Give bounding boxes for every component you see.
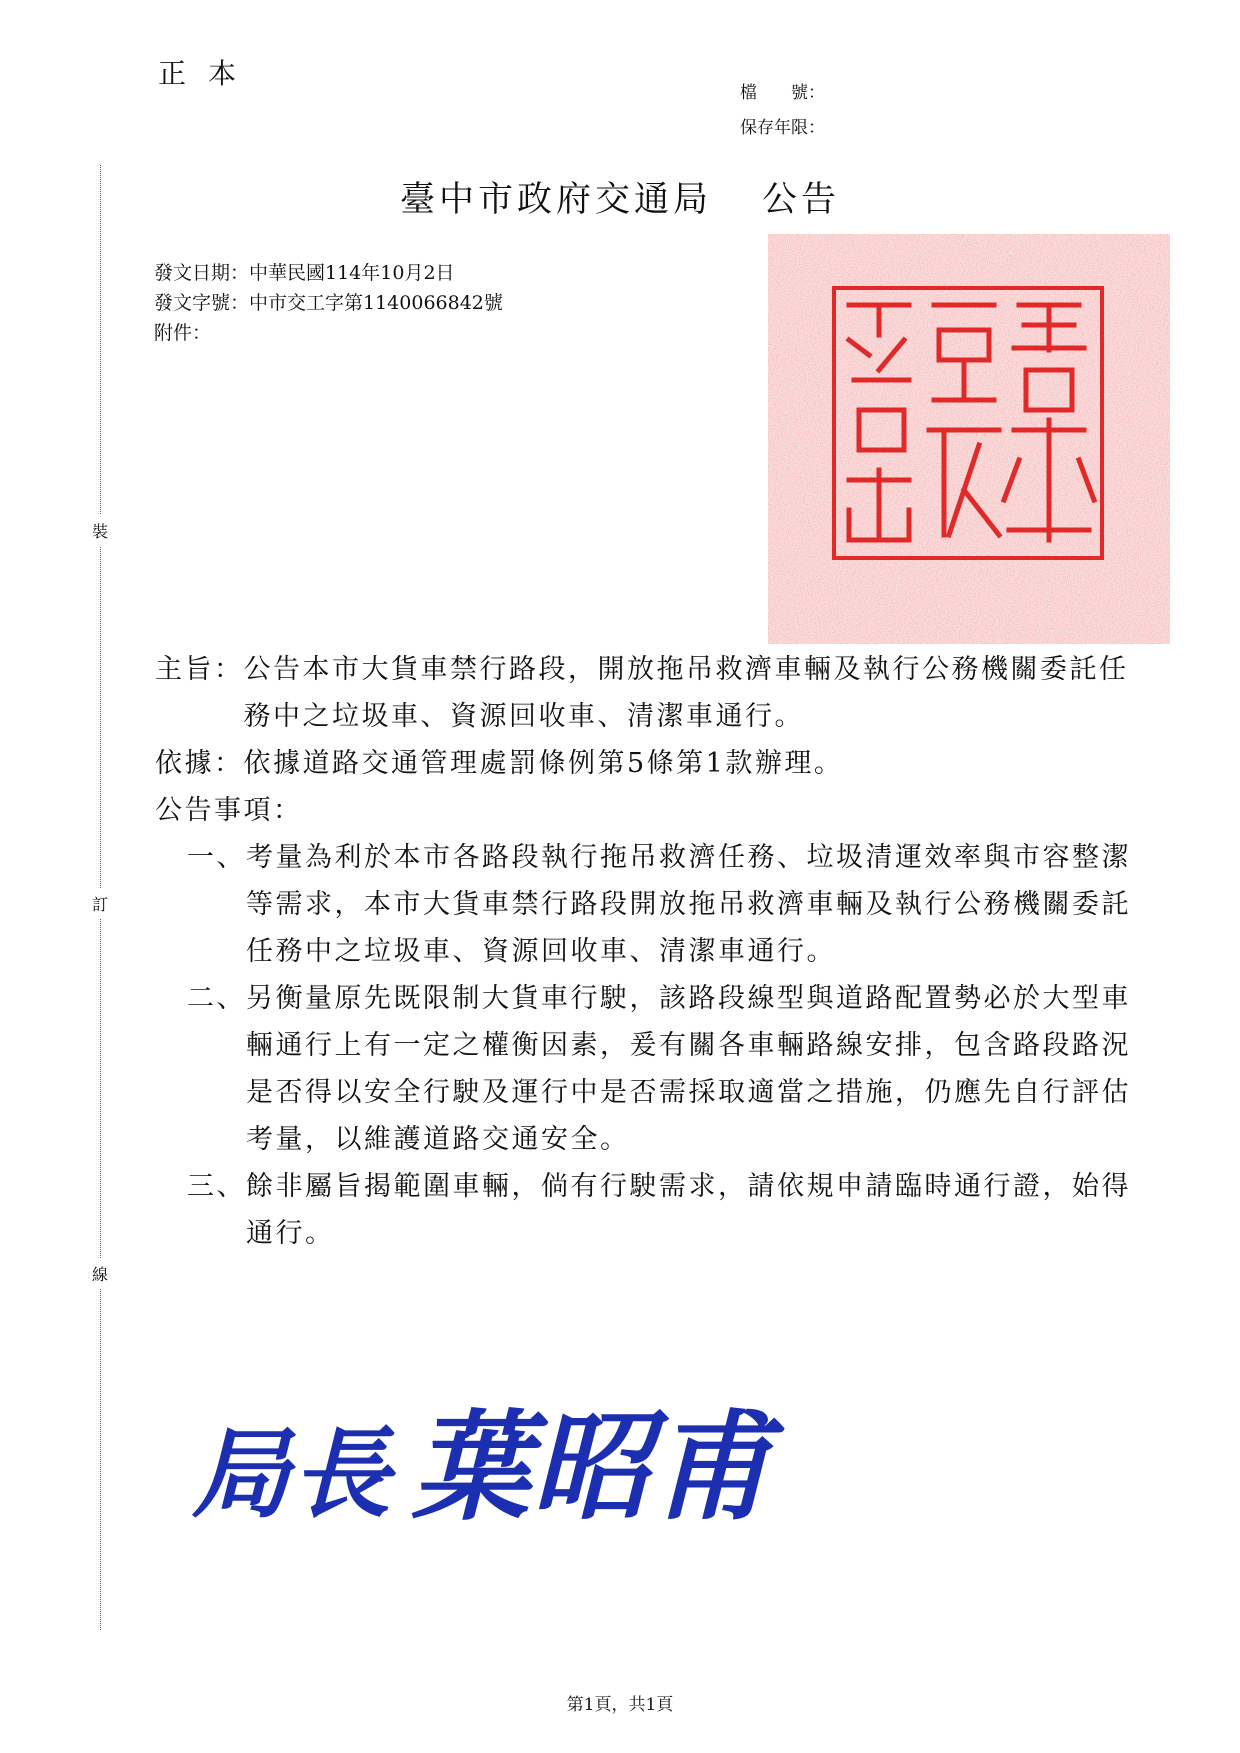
notice-label: 公告事項： xyxy=(155,795,303,826)
notice-item-number: 一、 xyxy=(187,842,246,873)
subject-label: 主旨： xyxy=(155,654,244,685)
subject-text: 公告本市大貨車禁行路段，開放拖吊救濟車輛及執行公務機關委託任務中之垃圾車、資源回收車、清潔車通行。 xyxy=(243,654,1129,732)
document-type: 公告 xyxy=(762,180,841,220)
signature-title: 局長 xyxy=(192,1418,393,1532)
retention-period-label: 保存年限： xyxy=(740,118,825,138)
issue-date: 發文日期：中華民國114年10月2日 xyxy=(154,262,455,284)
signature-name: 葉昭甫 xyxy=(412,1398,773,1536)
file-number-label: 檔 號： xyxy=(740,83,825,103)
binding-mark-ding: 訂 xyxy=(92,888,108,919)
subject-row xyxy=(155,646,1135,740)
notice-item-text: 餘非屬旨揭範圍車輛，倘有行駛需求，請依規申請臨時通行證，始得通行。 xyxy=(246,1171,1131,1249)
notice-item xyxy=(155,975,1135,1163)
notice-item-number: 二、 xyxy=(187,983,246,1014)
basis-label: 依據： xyxy=(155,748,244,779)
binding-mark-zhuang: 裝 xyxy=(92,515,108,546)
official-seal xyxy=(764,230,1174,648)
notice-item-text: 考量為利於本市各路段執行拖吊救濟任務、垃圾清運效率與市容整潔等需求，本市大貨車禁行路段開放拖吊救濟車輛及執行公務機關委託任務中之垃圾車、資源回收車、清潔車通行。 xyxy=(246,842,1131,967)
notice-item-text: 另衡量原先既限制大貨車行駛，該路段線型與道路配置勢必於大型車輛通行上有一定之權衡因素，爰有關各車輛路線安排，包含路段路況是否得以安全行駛及運行中是否需採取適當之措施，仍應先自行評估考量，以維護道路交通安全。 xyxy=(246,983,1131,1155)
document-title xyxy=(0,172,1240,222)
director-signature xyxy=(192,1372,772,1542)
notice-item xyxy=(155,834,1135,975)
seal-texture xyxy=(768,234,1170,644)
page-footer: 第1頁，共1頁 xyxy=(566,1695,674,1715)
basis-text: 依據道路交通管理處罰條例第5條第1款辦理。 xyxy=(243,748,844,779)
issuing-organization: 臺中市政府交通局 xyxy=(399,180,712,220)
document-body xyxy=(155,646,1135,1257)
notice-item-number: 三、 xyxy=(187,1171,246,1202)
basis-row xyxy=(155,740,1135,787)
copy-mark: 正本 xyxy=(158,57,259,90)
notice-heading-row xyxy=(155,787,1135,834)
reference-number: 發文字號：中市交工字第1140066842號 xyxy=(154,292,503,314)
notice-item xyxy=(155,1163,1135,1257)
attachment-label: 附件： xyxy=(154,322,212,344)
binding-mark-xian: 線 xyxy=(92,1258,108,1289)
